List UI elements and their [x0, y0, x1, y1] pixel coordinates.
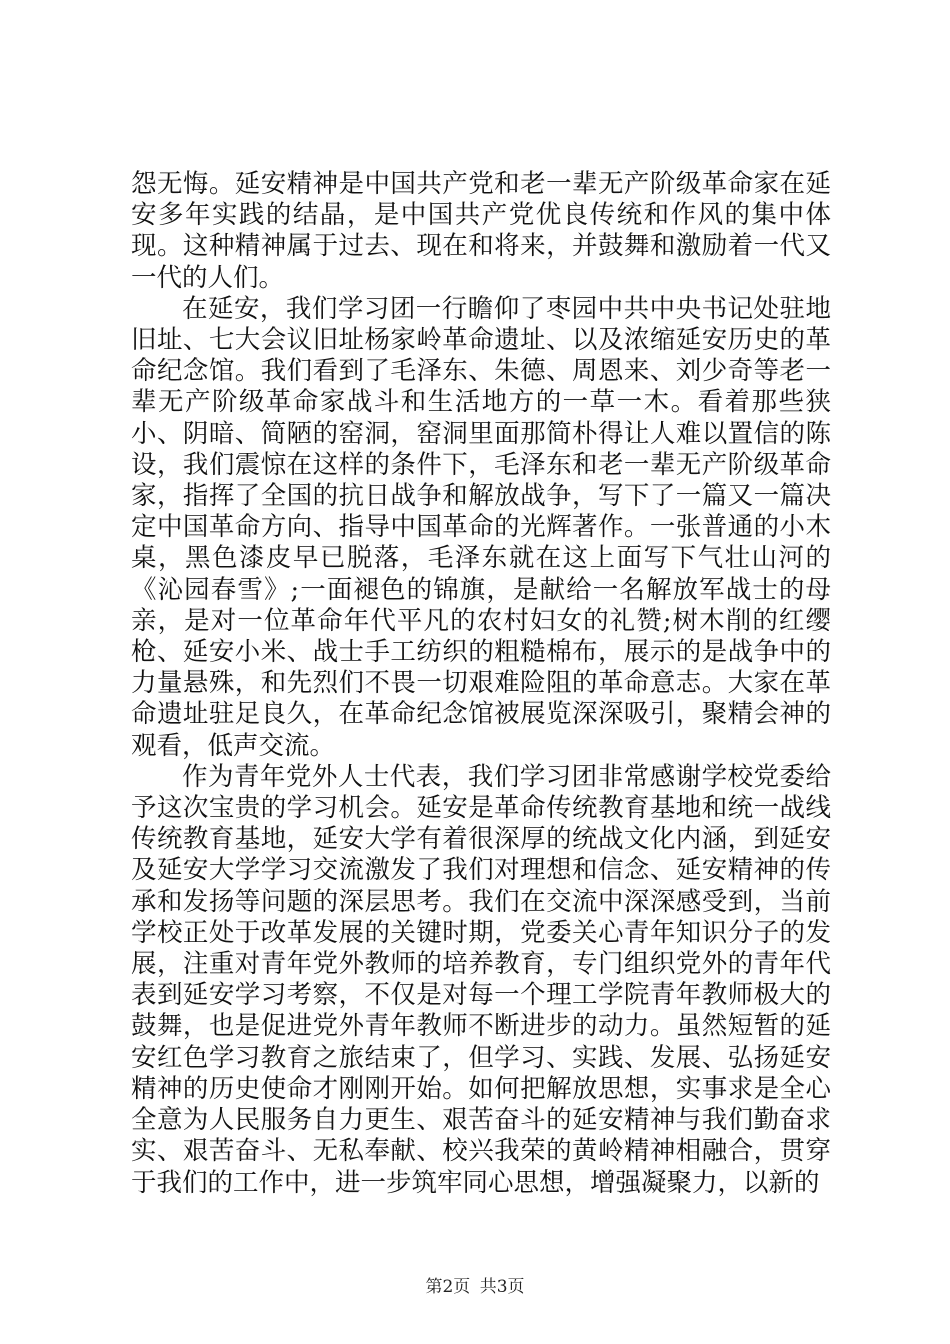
- paragraph-2: 在延安，我们学习团一行瞻仰了枣园中共中央书记处驻地旧址、七大会议旧址杨家岭革命遗址、以及浓缩延安历史的革命纪念馆。我们看到了毛泽东、朱德、周恩来、刘少奇等老一辈无产阶级革命家战斗和生活地方的一草一木。看着那些狭小、阴暗、简陋的窑洞，窑洞里面那简朴得让人难以置信的陈设，我们震惊在这样的条件下，毛泽东和老一辈无产阶级革命家，指挥了全国的抗日战争和解放战争，写下了一篇又一篇决定中国革命方向、指导中国革命的光辉著作。一张普通的小木桌，黑色漆皮早已脱落，毛泽东就在这上面写下气壮山河的《沁园春雪》;一面褪色的锦旗，是献给一名解放军战士的母亲，是对一位革命年代平凡的农村妇女的礼赞;树木削的红缨枪、延安小米、战士手工纺织的粗糙棉布，展示的是战争中的力量悬殊，和先烈们不畏一切艰难险阻的革命意志。大家在革命遗址驻足良久，在革命纪念馆被展览深深吸引，聚精会神的观看，低声交流。: [131, 293, 831, 761]
- body-text: [131, 169, 831, 1199]
- page-footer: 第2页 共3页: [425, 1277, 525, 1297]
- paragraph-3: 作为青年党外人士代表，我们学习团非常感谢学校党委给予这次宝贵的学习机会。延安是革命传统教育基地和统一战线传统教育基地，延安大学有着很深厚的统战文化内涵，到延安及延安大学学习交流激发了我们对理想和信念、延安精神的传承和发扬等问题的深层思考。我们在交流中深深感受到，当前学校正处于改革发展的关键时期，党委关心青年知识分子的发展，注重对青年党外教师的培养教育，专门组织党外的青年代表到延安学习考察，不仅是对每一个理工学院青年教师极大的鼓舞，也是促进党外青年教师不断进步的动力。虽然短暂的延安红色学习教育之旅结束了，但学习、实践、发展、弘扬延安精神的历史使命才刚刚开始。如何把解放思想，实事求是全心全意为人民服务自力更生、艰苦奋斗的延安精神与我们勤奋求实、艰苦奋斗、无私奉献、校兴我荣的黄岭精神相融合，贯穿于我们的工作中，进一步筑牢同心思想，增强凝聚力，以新的: [131, 761, 831, 1198]
- paragraph-1: 怨无悔。延安精神是中国共产党和老一辈无产阶级革命家在延安多年实践的结晶，是中国共产党优良传统和作风的集中体现。这种精神属于过去、现在和将来，并鼓舞和激励着一代又一代的人们。: [131, 169, 831, 293]
